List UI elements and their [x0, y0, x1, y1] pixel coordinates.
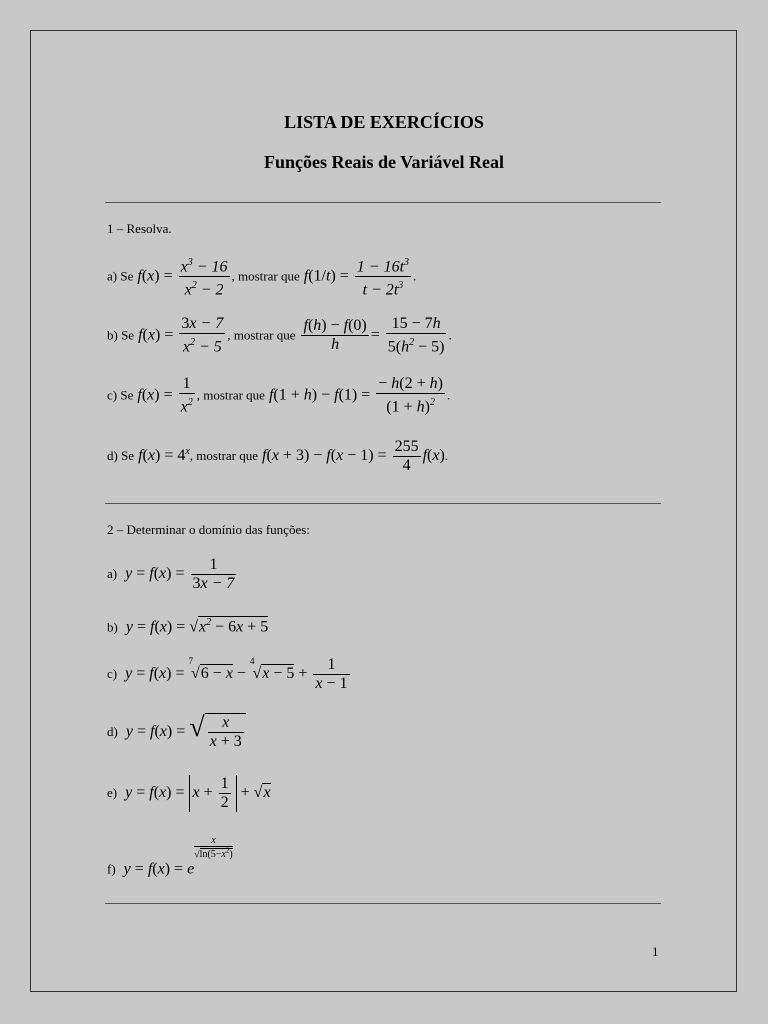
fraction: $\frac{1}{3x - 7}$: [192, 556, 235, 592]
fraction: $\frac{- h(2 + h)}{(1 + h)^2}$: [378, 375, 443, 416]
exercise-label: c) Se: [107, 387, 134, 403]
exercise-2d: d) y = f(x) = √ $\frac{x}{x + 3}$: [107, 712, 246, 751]
fraction: $\frac{255}{4}$: [394, 438, 419, 474]
exercise-1c: c) Se f(x) = $\frac{1}{x^2}$ , mostrar que f(1 + h) − f(1) = $\frac{- h(2 + h)}{(1 + h)^2}$ .: [107, 375, 451, 416]
exercise-label: a) Se: [107, 268, 134, 284]
divider: [105, 903, 661, 904]
fraction: $\frac{3x - 7}{x^2 - 5}$: [181, 315, 224, 356]
exercise-2f: f) y = f(x) = e $\frac{x}{√\ln(5-x^2)}$: [107, 835, 233, 878]
fraction: $\frac{x^3 - 16}{x^2 - 2}$: [179, 254, 230, 300]
fraction: $\frac{x}{x + 3}$: [209, 714, 242, 751]
exercise-2c: c) y = f(x) = $^7$√6 − x − $^4$√x − 5 + $\frac{1}{x - 1}$: [107, 656, 348, 692]
exercise-label: b) Se: [107, 327, 135, 343]
exercise-label: d) Se: [107, 448, 135, 464]
exercise-2e: e) y = f(x) = x + $\frac{1}{2}$ + √x: [107, 775, 271, 811]
exercise-1b: b) Se f(x) = $\frac{3x - 7}{x^2 - 5}$ , mostrar que $\frac{f(h) - f(0)}{h}$ = $\frac{15 - 7h}{5(h^2 - 5)}$ .: [107, 315, 452, 356]
section1-heading: 1 – Resolva.: [107, 221, 172, 236]
exercise-2b: b) $y = f(x) = √x^2 - 6x + 5$: [107, 617, 269, 636]
divider: [105, 503, 661, 504]
section2-heading: 2 – Determinar o domínio das funções:: [107, 522, 310, 537]
page-subtitle: Funções Reais de Variável Real: [264, 152, 504, 172]
page-number: 1: [652, 944, 659, 959]
exercise-1d: d) Se $f(x) = 4^x$, mostrar que f(x + 3) − f(x − 1) = $\frac{255}{4}$ f(x).: [107, 438, 449, 474]
fraction: $\frac{f(h) - f(0)}{h}$: [303, 317, 367, 354]
exercise-1a: a) Se f(x) = $\frac{x^3 - 16}{x^2 - 2}$ , mostrar que f(1/t) = $\frac{1 - 16t^3}{t - 2t^3}$ .: [107, 254, 416, 300]
fraction: $\frac{15 - 7h}{5(h^2 - 5)}$: [387, 315, 445, 356]
fraction: $\frac{1 - 16t^3}{t - 2t^3}$: [355, 254, 411, 300]
fraction: $\frac{1}{x - 1}$: [315, 656, 348, 692]
divider: [105, 202, 661, 203]
page-title: LISTA DE EXERCÍCIOS: [284, 112, 484, 132]
fraction: $\frac{1}{x^2}$: [180, 375, 193, 416]
exercise-2a: a) y = f(x) = $\frac{1}{3x - 7}$: [107, 556, 235, 592]
fraction: $\frac{1}{2}$: [220, 775, 229, 811]
